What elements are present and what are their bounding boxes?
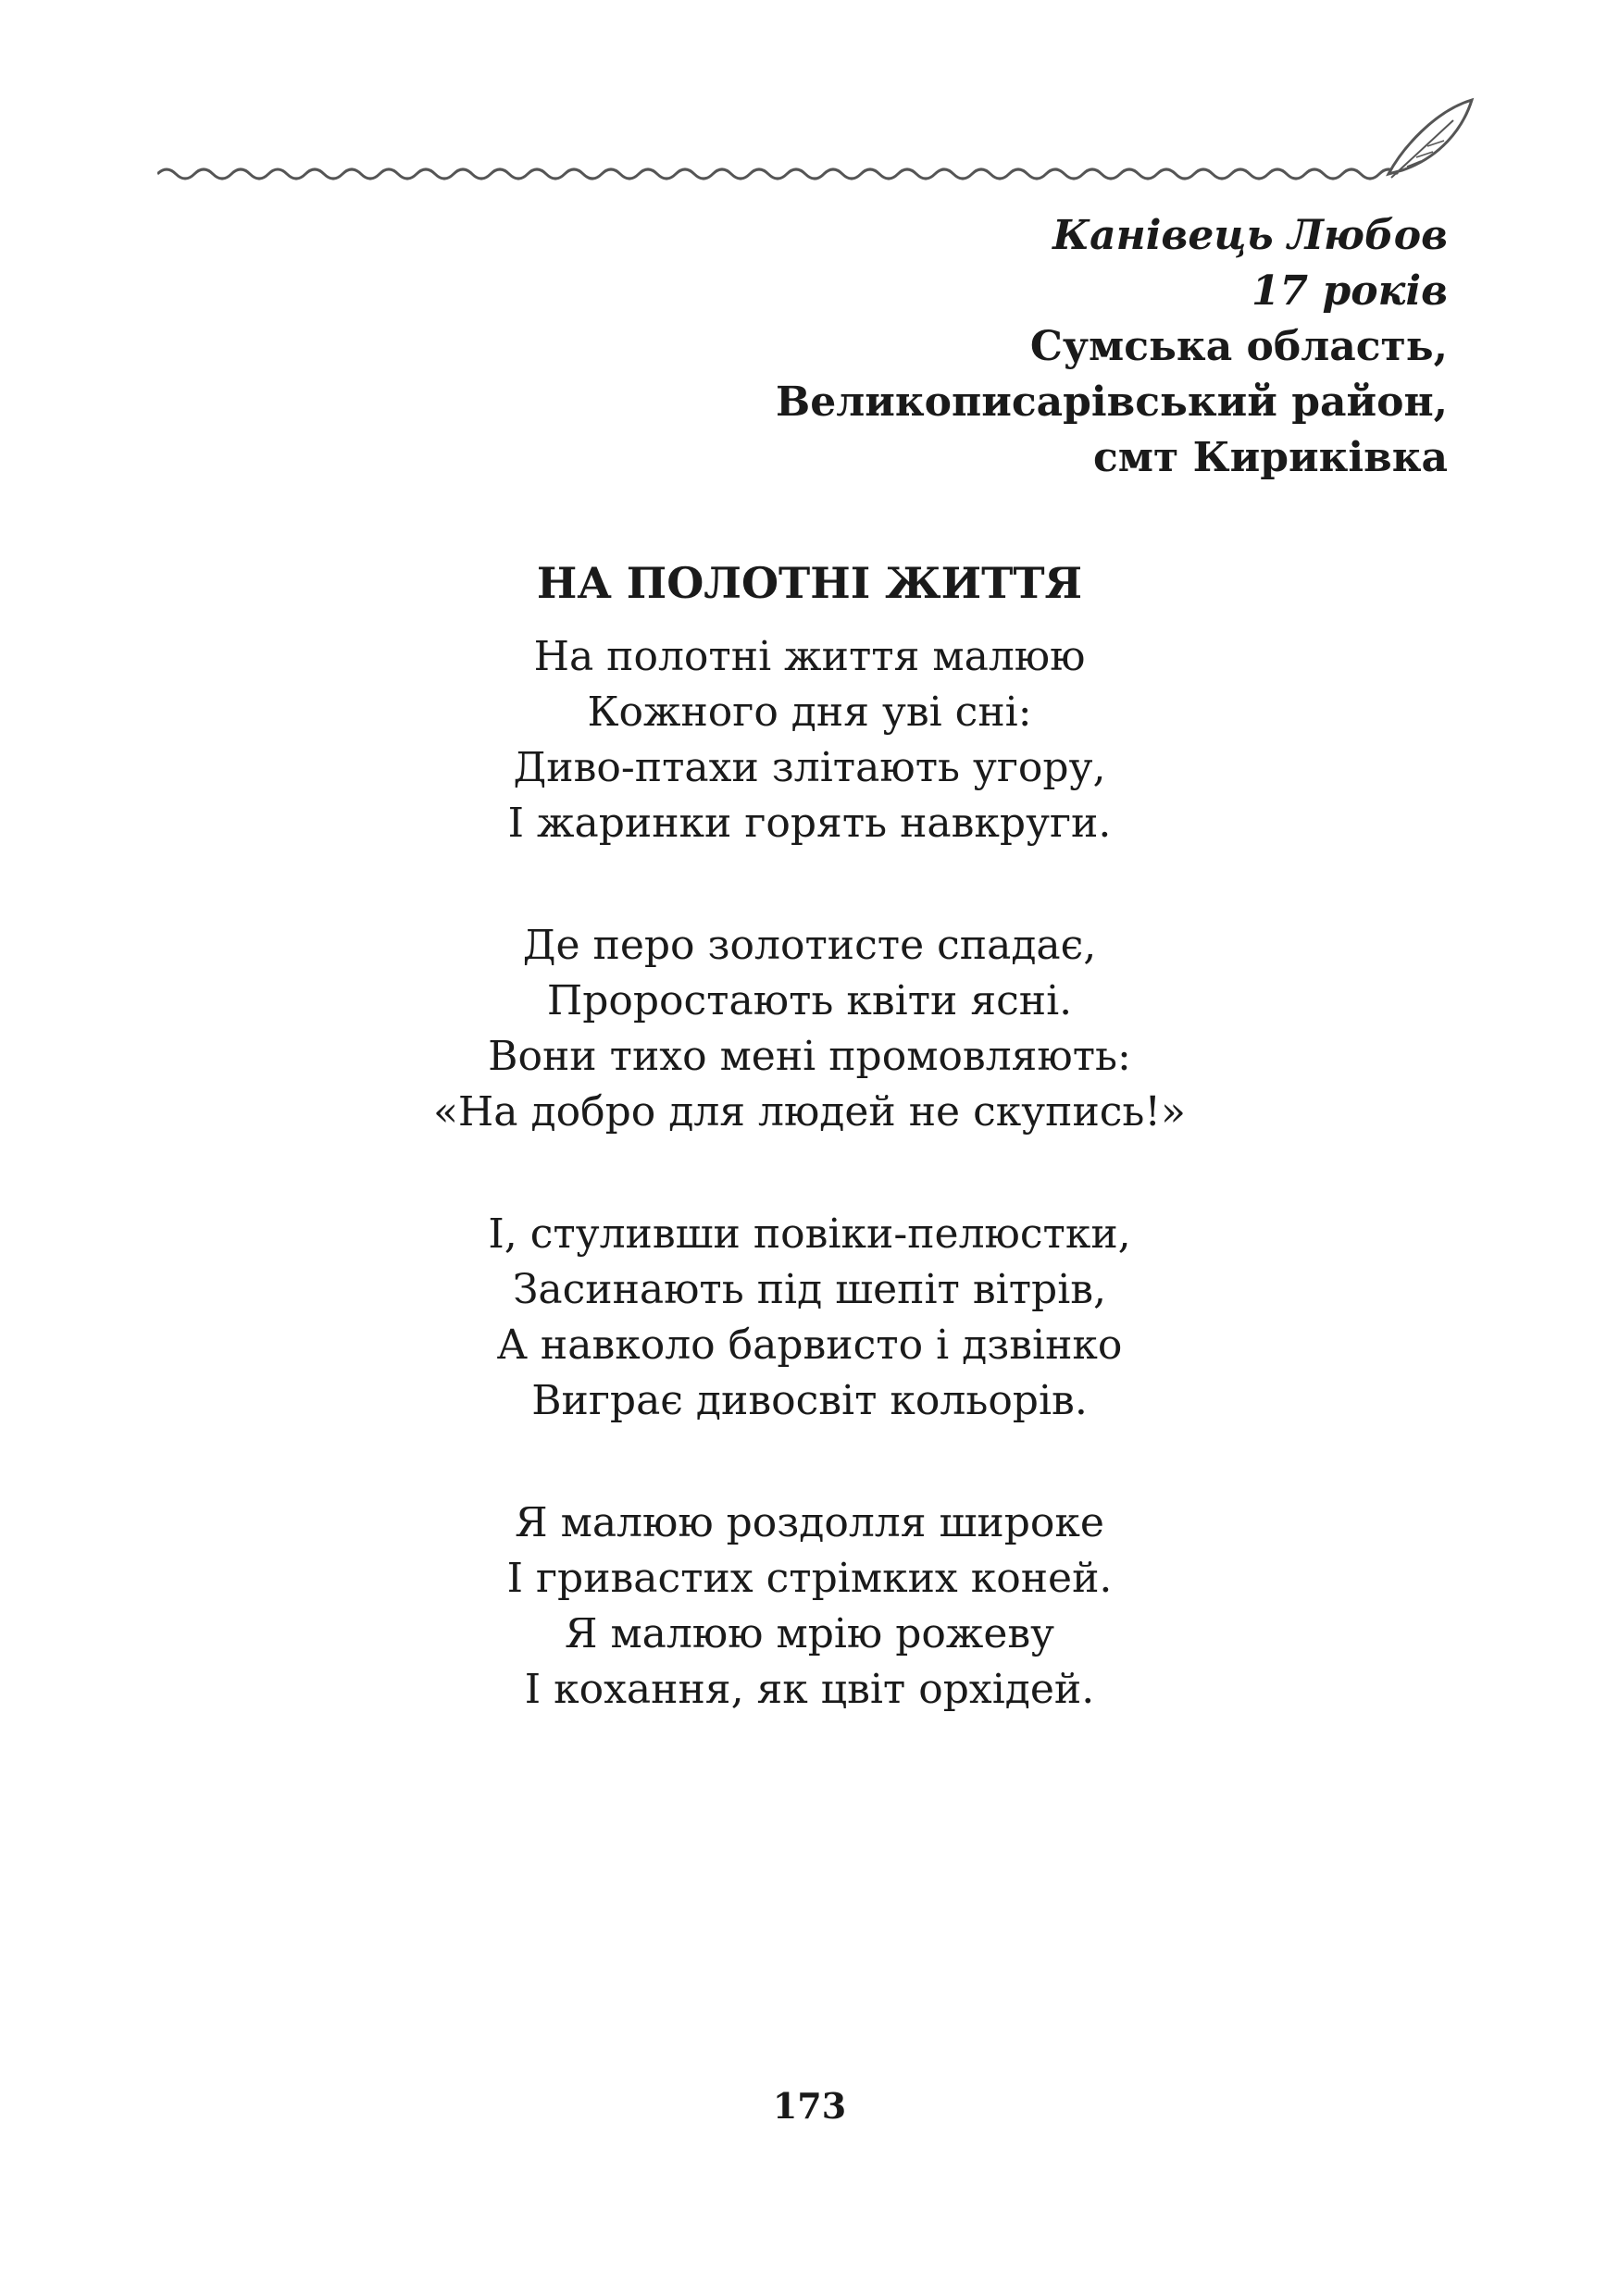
- poem-line: І жаринки горять навкруги.: [507, 800, 1112, 847]
- poem-body: [0, 629, 1619, 1784]
- poem-line: Я малюю мрію рожеву: [564, 1610, 1055, 1657]
- poem-line: А навколо барвисто і дзвінко: [496, 1322, 1123, 1369]
- poem-line: І гривастих стрімких коней.: [506, 1555, 1113, 1602]
- poem-title: НА ПОЛОТНІ ЖИТТЯ: [536, 558, 1083, 608]
- stanza: [0, 1496, 1619, 1718]
- poem-line: І, стуливши повіки-пелюстки,: [488, 1210, 1131, 1258]
- stanza: [0, 918, 1619, 1140]
- poem-line: Засинають під шепіт вітрів,: [512, 1266, 1107, 1313]
- poem-line: Я малюю роздолля широке: [515, 1499, 1104, 1546]
- wavy-line: [157, 169, 1398, 179]
- feather-quill-icon: [1389, 100, 1472, 178]
- page-number: 173: [772, 2085, 847, 2127]
- poem-line: І кохання, як цвіт орхідей.: [524, 1666, 1095, 1713]
- author-name: Канівець Любов: [1052, 212, 1448, 259]
- author-info: [615, 208, 1448, 486]
- poem-line: На полотні життя малюю: [533, 633, 1086, 680]
- header-wave-ornament: [157, 93, 1490, 194]
- author-settlement: смт Кириківка: [1092, 434, 1448, 481]
- poem-line: Диво-птахи злітають угору,: [513, 744, 1106, 791]
- stanza: [0, 1207, 1619, 1429]
- poem-line: Кожного дня уві сні:: [587, 689, 1032, 736]
- author-region: Сумська область,: [1029, 323, 1448, 370]
- poem-line: Виграє дивосвіт кольорів.: [531, 1377, 1088, 1424]
- author-age: 17 років: [1251, 267, 1448, 315]
- poem-line: «На добро для людей не скупись!»: [433, 1088, 1186, 1136]
- poem-line: Вони тихо мені промовляють:: [488, 1033, 1131, 1080]
- poem-line: Проростають квіти ясні.: [546, 977, 1073, 1024]
- stanza: [0, 629, 1619, 851]
- poem-line: Де перо золотисте спадає,: [522, 922, 1097, 969]
- author-district: Великописарівський район,: [776, 379, 1448, 426]
